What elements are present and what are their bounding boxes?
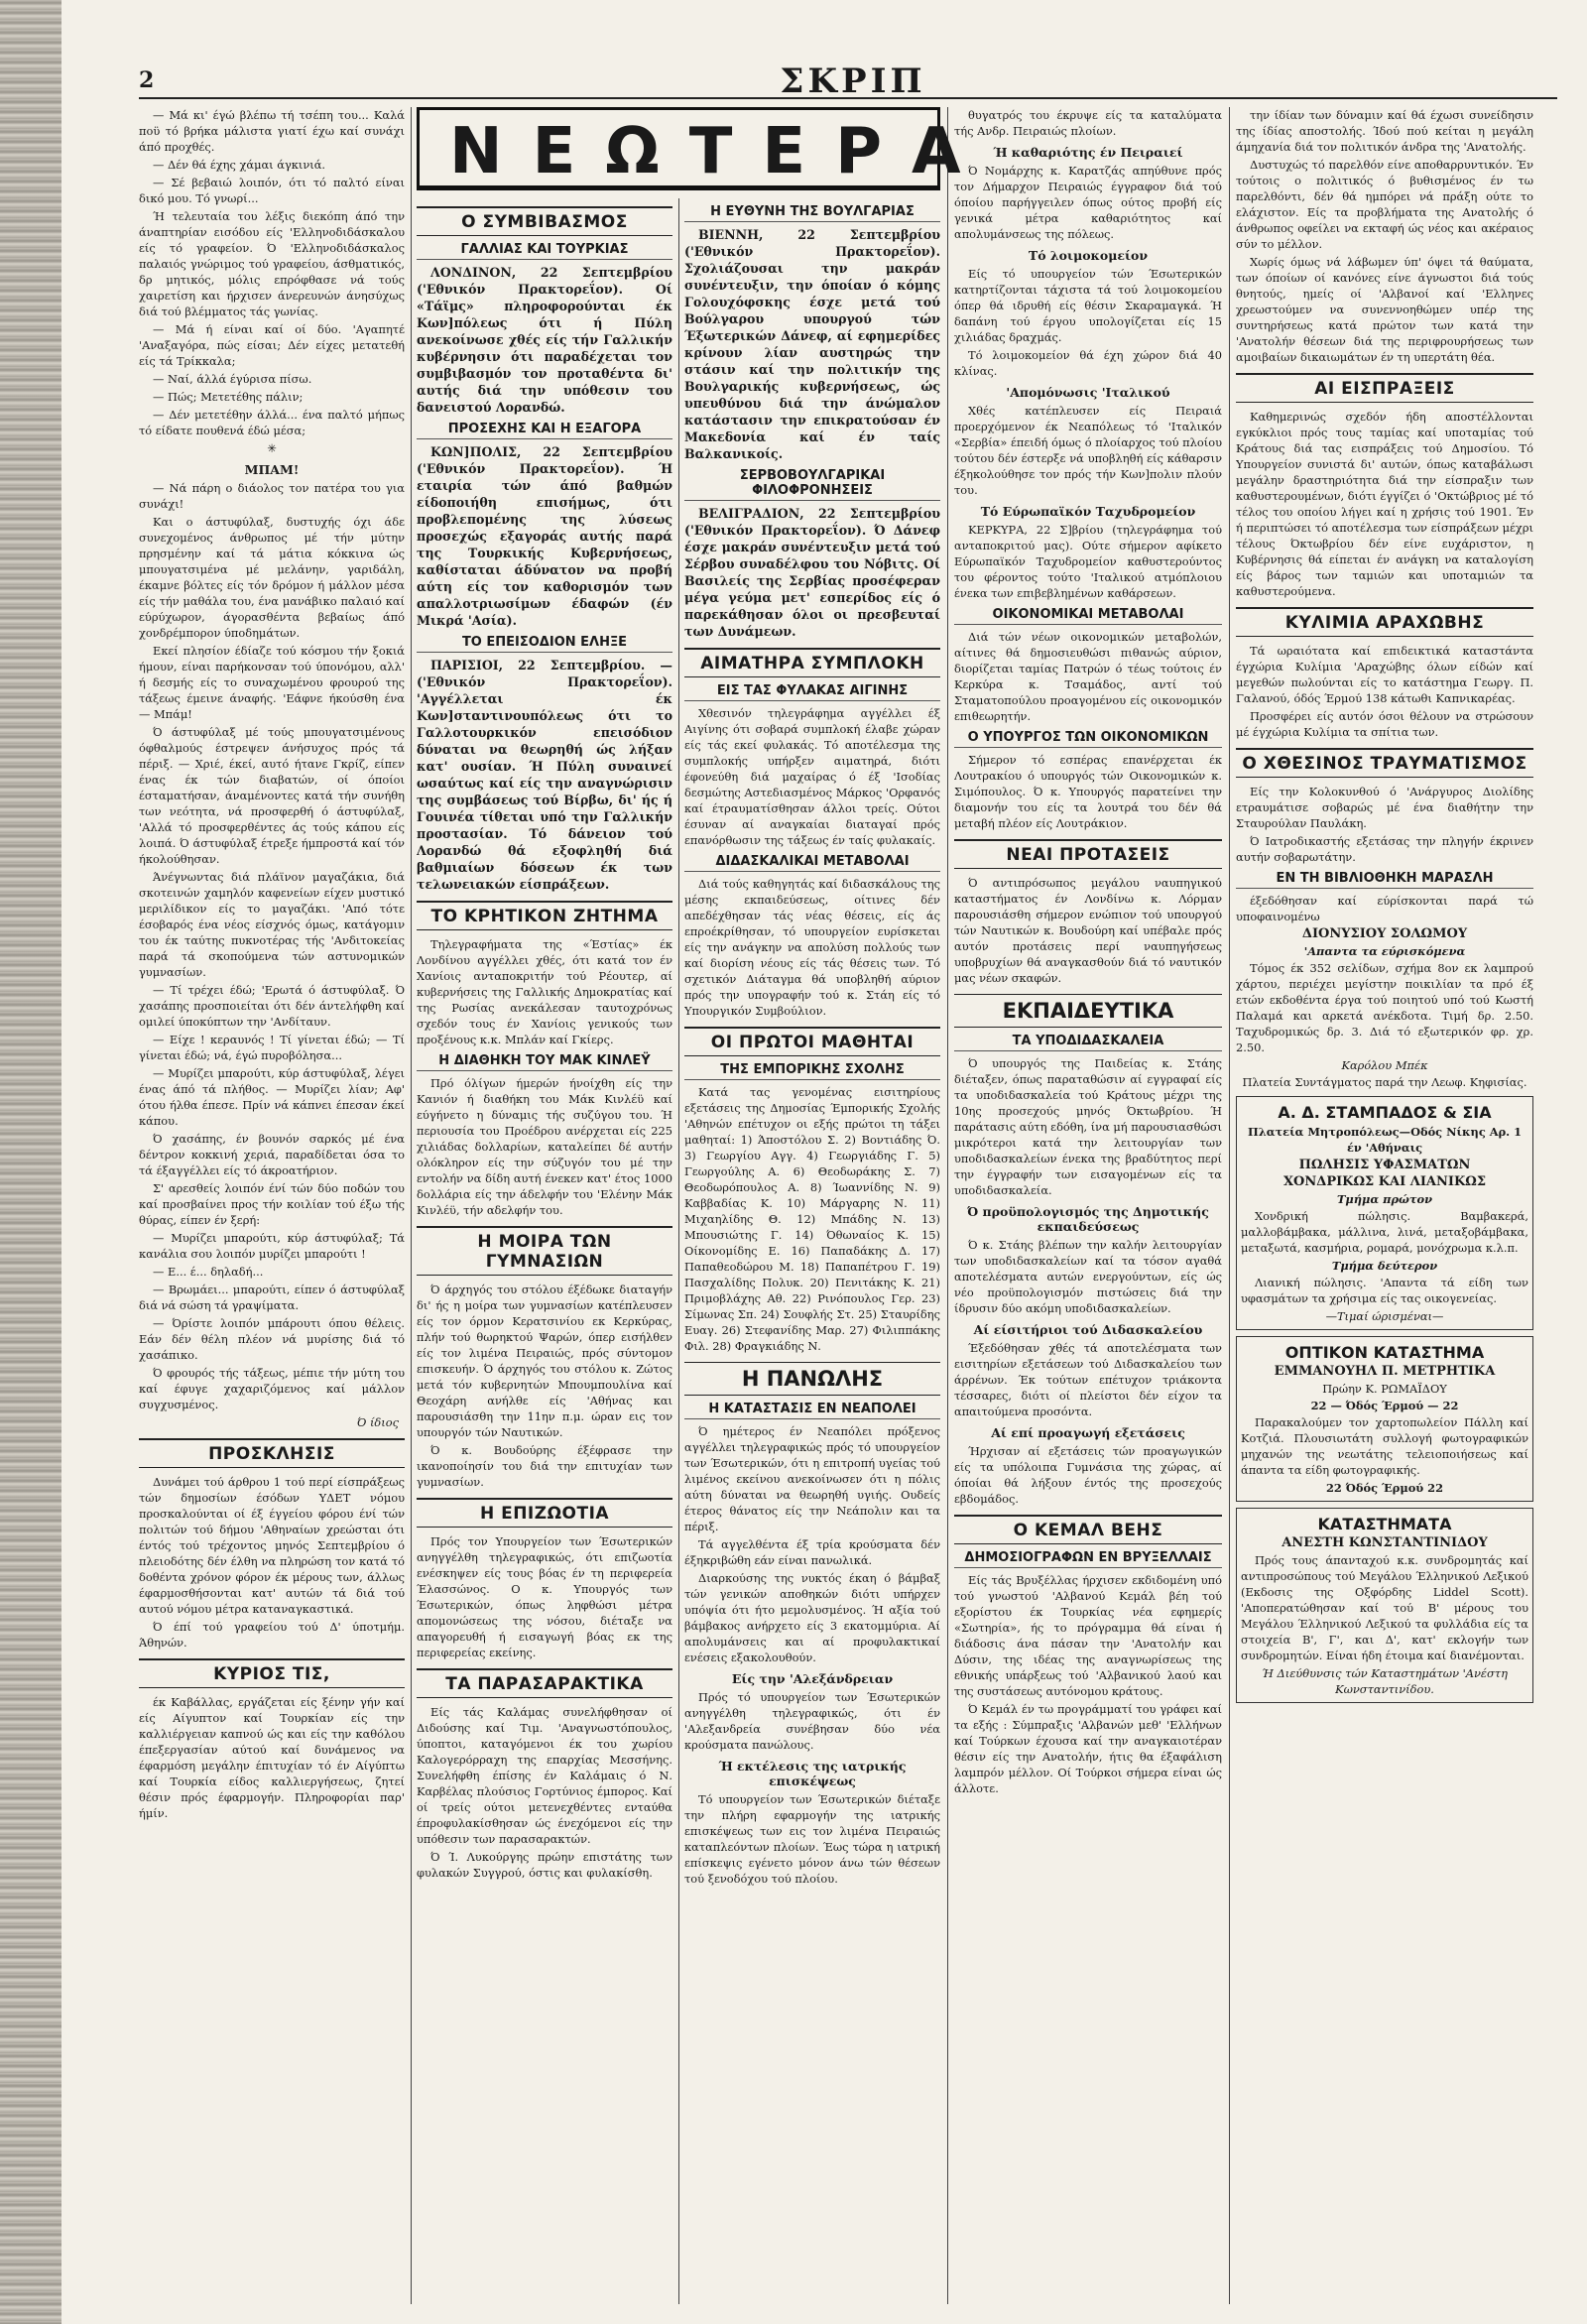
subheadline: Ό προϋπολογισμός της Δημοτικής εκπαιδεύσεως xyxy=(967,1204,1209,1234)
subheadline: Τό λοιμοκομείον xyxy=(1028,248,1149,263)
subheadline: ΕΝ ΤΗ ΒΙΒΛΙΟΘΗΚΗ ΜΑΡΑΣΛΗ xyxy=(1236,871,1533,889)
notice-sign: Ό έπί τού γραφείου τού Δ' ύποτμήμ. Άθηνών. xyxy=(139,1620,405,1650)
article-body: Πρός τό υπουργείον των Έσωτερικών ανηγγέλθη τηλεγραφικώς, ότι έν 'Αλεξανδρεία συνέβησαν δύο νέα κρούσματα πανώλους. xyxy=(684,1690,940,1752)
article-body: Σήμερον τό εσπέρας επανέρχεται έκ Λουτρακίου ό υπουργός τών Οικονομικών κ. Σιμόπουλος. Ό κ. Υπουργός παρατείνει την διαμονήν του είς τα λουτρά του δέν θά μεταβή πλέον είς Λουτράκιον. xyxy=(954,753,1222,830)
ad-textiles xyxy=(1236,1096,1533,1330)
article-body: Τό λοιμοκομείον θά έχη χώρον διά 40 κλίνας. xyxy=(954,348,1222,378)
ad-textiles-body-1: Χονδρική πώλησις. Βαμβακερά, μαλλοβάμβακα, μάλλινα, λινά, μεταξοβάμβακα, μεταξωτά, κασμήρια, ρομαρά, μονόχρωμα κ.λ.π. xyxy=(1241,1209,1528,1255)
story-signature: Ό ίδιος xyxy=(356,1415,399,1429)
ad-textiles-price-note: —Τιμαί ώρισμέναι— xyxy=(1325,1309,1444,1323)
ad-textiles-address: Πλατεία Μητροπόλεως—Οδός Νίκης Αρ. 1 έν 'Αθήναις xyxy=(1247,1125,1523,1155)
article-body: Είς τάς Καλάμας συνελήφθησαν οί Διδούσης καί Τιμ. 'Αναγνωστόπουλος, ύποπτοι, καταγόμενοι έκ του χωρίου Καλογερόρραχη της επαρχίας Μεσσήνης. Συνελήφθη έπίσης έν Καλάμαις ό Ν. Καρβέλας πλούσιος Γορτύνιος έμπορος. Καί οί τρείς ούτοι μετενεχθέντες ενταύθα έπροφυλακίσθησαν ώς ένεχόμενοι είς την υπόθεσιν των παρασαρακτών. xyxy=(417,1705,672,1846)
story-paragraph: Ό φρουρός τής τάξεως, μέπιε τήν μύτη του καί έφυγε χαχαριζόμενος καί μάλλον συγχυσμένος. xyxy=(139,1366,405,1411)
column-2 xyxy=(417,198,672,2309)
page-binding-edge xyxy=(0,0,61,2324)
subheadline: ΤΗΣ ΕΜΠΟΡΙΚΗΣ ΣΧΟΛΗΣ xyxy=(684,1062,940,1080)
subheadline: Αί επί προαγωγή εξετάσεις xyxy=(991,1425,1185,1440)
ad-bookshop-title: ΚΑΤΑΣΤΗΜΑΤΑ xyxy=(1317,1515,1452,1533)
article-body: Ό Ιατροδικαστής εξετάσας την πληγήν έκρινεν αυτήν σοβαρωτάτην. xyxy=(1236,834,1533,864)
ad-book-title: 'Απαντα τα εύρισκόμενα xyxy=(1303,944,1466,958)
asterisk-divider-icon: ✳ xyxy=(267,441,277,455)
story-paragraph: Σ' αρεσθείς λοιπόν ένί τών δύο ποδών του καί προσβαίνει προς τήν κοιλίαν τού έξω τής θύρας, είπεν έν ξερή: xyxy=(139,1181,405,1227)
ad-book-seller: Καρόλου Μπέκ xyxy=(1341,1058,1428,1072)
article-body: Έξεδόθησαν χθές τά αποτελέσματα των εισιτηρίων εξετάσεων τού Διδασκαλείου των άρρένων. Έκ τούτων επέτυχον τριάκοντα τέσσαρες, διότι οί πλείστοι δέν είχον τα απαιτούμενα προσόντα. xyxy=(954,1341,1222,1418)
headline: ΝΕΑΙ ΠΡΟΤΑΣΕΙΣ xyxy=(954,839,1222,869)
article-body: Ό υπουργός της Παιδείας κ. Στάης διέταξεν, όπως παραταθώσιν αί εγγραφαί είς τα υποδιδασκαλεία τού Κράτους μέχρι της 10ης προσεχούς μηνός Όκτωβρίου. Ή παράτασις αύτη εδόθη, ίνα μή παρουσιασθώσι μικρότεροι κατά την λειτουργίαν των υποδιδασκαλείων ένεκα της βραδύτητος περί την έγγραφήν των εισαγομένων είς τα υποδιδασκαλεία. xyxy=(954,1056,1222,1197)
subheadline: ΓΑΛΛΙΑΣ ΚΑΙ ΤΟΥΡΚΙΑΣ xyxy=(417,242,672,260)
headline: Η ΠΑΝΩΛΗΣ xyxy=(684,1362,940,1396)
article-body: Ό κ. Στάης βλέπων την καλήν λειτουργίαν των υποδιδασκαλείων καί τα τόσον αγαθά αποτελέσματα αυτών ενεργούντων, είς ώς νέο προϋπολογισμόν πιστώσεις διά την ίδρυσιν δύο ακόμη υποδιδασκαλείων. xyxy=(954,1238,1222,1315)
headline: ΚΥΛΙΜΙΑ ΑΡΑΧΩΒΗΣ xyxy=(1236,607,1533,637)
subheadline: Αί είσιτήριοι τού Διδασκαλείου xyxy=(973,1322,1203,1337)
headline: Ο ΣΥΜΒΙΒΑΣΜΟΣ xyxy=(417,206,672,236)
dialog-line: — Δέν μετετέθην άλλά... ένα παλτό μήπως τό είδατε πουθενά έδώ μέσα; xyxy=(139,408,405,437)
subheadline: ΤΑ ΥΠΟΔΙΔΑΣΚΑΛΕΙΑ xyxy=(954,1034,1222,1051)
subheadline: ΟΙΚΟΝΟΜΙΚΑΙ ΜΕΤΑΒΟΛΑΙ xyxy=(954,607,1222,625)
subheadline: 'Απομόνωσις 'Ιταλικού xyxy=(1006,385,1170,400)
article-body: Είς τάς Βρυξέλλας ήρχισεν εκδιδομένη υπό τού γνωστού 'Αλβανού Κεμάλ βέη τού εξορίστου έκ Τουρκίας νέα εφημερίς «Σωτηρία», ής το πρόγραμμα θά είναι ή διάδοσις άνα πάσαν την 'Ανατολήν και Δύσιν, της ιδέας της αναγνωρίσεως της εθνικής υπάρξεως τού 'Αλβανικού λαού και της συστάσεως αυτόνομου κράτους. xyxy=(954,1573,1222,1698)
masthead xyxy=(139,61,1557,99)
subheadline: ΠΡΟΣΕΧΗΣ ΚΑΙ Η ΕΞΑΓΟΡΑ xyxy=(417,422,672,439)
story-paragraph: Ό άστυφύλαξ μέ τούς μπουγατσιμένους όφθαλμούς έστρεψεν άνήσυχος πρός τά πέριξ. — Χριέ, έκεί, αυτό ήτανε Γκρίζ, είπεν ένας έκ τών διαβατών, οί όποίοι έσταματήσαν, άναμένοντες κατά τήν συνήθη των νεότητα, νά προσφερθή ό άστυφύλαξ, 'Αλλά τό προσφερθέντες άς τούς κάπου είς λοιπά. Ό άστυφύλαξ έτρεξε ήμπροστά καί τόν ήκολούθησαν. xyxy=(139,725,405,866)
subheadline: ΣΕΡΒΟΒΟΥΛΓΑΡΙΚΑΙ ΦΙΛΟΦΡΟΝΗΣΕΙΣ xyxy=(684,468,940,501)
article-body: Πρό όλίγων ήμερών ήνοίχθη είς την Κανιόν ή διαθήκη του Μάκ Κινλέϋ καί εύγήνετο η δύναμις τής συζύγου του. Ή περιουσία του Προέδρου ανέρχεται είς 225 χιλιάδας δολλαρίων, καταλείπει δέ αυτήν ολόκληρον είς την σύζυγόν του μέ την εντολήν να δίδη αυτή ένεκεν κατ' έτος 1000 δολλάρια είς την άδελφήν του 'Ελένην Μάκ Κινλέϋ, τήν αδελφήν του. xyxy=(417,1076,672,1217)
article-body: Ό κ. Βουδούρης έξέφρασε την ικανοποίησίν του διά την επιτυχίαν των γυμνασίων. xyxy=(417,1443,672,1489)
article-body: Ό ημέτερος έν Νεαπόλει πρόξενος αγγέλλει τηλεγραφικώς πρός τό υπουργείον των Έσωτερικών, ότι η επιτροπή υγείας τού λιμένος εκείνου ανεκοίνωσεν ότι η πόλις αύτη δύναται να θεωρηθή υγιής. Ουδείς έτερος θάνατος είς την Νεάπολιν και τα πέριξ. xyxy=(684,1424,940,1533)
article-body: Ό άρχηγός του στόλου έξέδωκε διαταγήν δι' ής η μοίρα των γυμνασίων κατέπλευσεν είς τον όρμον Κερατσινίου εκ Κερκύρας, πλήν τού θωρηκτού Ψαρών, όπερ εισήλθεν είς τον λιμένα Πειραιώς, πρός σύντομον επισκευήν. Ό άρχηγός του στόλου κ. Ζώτος μετά τόν κυβερνητών Μπουμπουλίνα καί Θεοχάρη ανήλθε είς 'Αθήνας και παρουσιάσθη την 11ην π.μ. ώραν εις τον υπουργόν τών Ναυτικών. xyxy=(417,1283,672,1439)
article-body: Προσφέρει είς αυτόν όσοι θέλουν να στρώσουν μέ έγχώρια Κυλίμια τα σπίτια των. xyxy=(1236,709,1533,739)
ad-optician-address: 22 — Όδός Έρμού — 22 xyxy=(1310,1399,1459,1412)
headline: Η ΜΟΙΡΑ ΤΩΝ ΓΥΜΝΑΣΙΩΝ xyxy=(417,1226,672,1276)
subheadline: Είς την 'Αλεξάνδρειαν xyxy=(731,1671,894,1686)
article-body: Δυστυχώς τό παρελθόν είνε αποθαρρυντικόν. Έν τούτοις ο πολιτικός ό βυθισμένος έν τω παρελθόντι, δέν θά ημπόρει νά πράξη ούτε το ελάχιστον. Είς τα προβλήματα της Ανατολής ό άνθρωπος οφείλει να εκταφή ώς νέος και ακέραιος σύν το μέλλον. xyxy=(1236,158,1533,251)
article-body: Πρός τον Υπουργείον των Έσωτερικών ανηγγέλθη τηλεγραφικώς, ότι επιζωοτία ενέσκηψεν είς τους βόας έν τη περιφερεία Έλασσώνος. Ο κ. Υπουργός των Έσωτερικών, όπως ληφθώσι μέτρα απομονώσεως της νόσου, διέταξε να απαγορευθή ή εισαγωγή βόας εκ της περιφερείας εκείνης. xyxy=(417,1534,672,1659)
ad-textiles-section-2: Τμήμα δεύτερον xyxy=(1331,1259,1438,1273)
column-rule xyxy=(678,198,679,2304)
subheadline: Η ΕΥΘΥΝΗ ΤΗΣ ΒΟΥΛΓΑΡΙΑΣ xyxy=(684,204,940,222)
story-title: ΜΠΑΜ! xyxy=(244,462,300,477)
ad-bookshop-sign: Ή Διεύθυνσις τών Καταστημάτων 'Ανέστη Κωνσταντινίδου. xyxy=(1262,1666,1508,1696)
article-body: Κατά τας γενομένας εισιτηρίους εξετάσεις της Δημοσίας Έμπορικής Σχολής 'Αθηνών επέτυχον οι εξής πρώτοι τη τάξει μαθηταί: 1) Άποστόλου Σ. 2) Βοντιάδης Ό. 3) Γεωργίου Αγγ. 4) Γεωργιάδης Γ. 5) Γεωργούλης Α. 6) Θεοδωράκης Σ. 7) Θεοδωρόπουλος Α. 8) Ίωαννίδης Ν. 9) Καββαδίας Κ. 10) Μάργαρης Ν. 11) Μιχαηλίδης Θ. 12) Μπάδης Ν. 13) Μπουσιώτης Γ. 14) Όθωναίος Κ. 15) Οίκονομίδης Ε. 16) Παπαδάκης Δ. 17) Παπαθεοδώρου Μ. 18) Παπαπέτρου Γ. 19) Πασχαλίδης Πολυκ. 20) Πενιτάκης Κ. 21) Πριμοβλάχης Αθ. 22) Ρινόπουλος Γερ. 23) Σίμωνας Σπ. 24) Σουφλής Στ. 25) Σταυρίδης Ευαγ. 26) Στεφανίδης Μαρ. 27) Φιλιππάκης Φιλ. 28) Φραγκιάδης Ν. xyxy=(684,1085,940,1353)
article-body: Ό Κεμάλ έν τω προγράμματί του γράφει καί τα εξής : Σύμπραξις 'Αλβανών μεθ' 'Ελλήνων καί Τούρκων έχουσα καί την αναγκαιοτέραν θέσιν είς την Ανατολήν, ήτις θα έξαφάλιση λαμπρόν μέλλον. Οί Τούρκοι σήμερα είναι ώς άλλοτε. xyxy=(954,1702,1222,1795)
subheadline: Η ΔΙΑΘΗΚΗ ΤΟΥ ΜΑΚ ΚΙΝΛΕΫ xyxy=(417,1053,672,1071)
article-body: ΒΕΛΙΓΡΑΔΙΟΝ, 22 Σεπτεμβρίου ('Εθνικόν Πρακτορεΐον). Ό Δάνεφ έσχε μακράν συνέντευξιν μετά τού Σέρβου συναδέλφου του Νόβιτς. Οί Βασιλείς της Σερβίας προσέφεραν μέγα γεύμα μετ' εσπερίδος είς ό παρεκάθησαν όλοι οι πρεσβευταί των Δυνάμεων. xyxy=(684,506,940,639)
ad-textiles-heading: ΠΩΛΗΣΙΣ ΥΦΑΣΜΑΤΩΝ xyxy=(1298,1158,1471,1172)
article-body: Ήρχισαν αί εξετάσεις τών προαγωγικών είς τα υπόλοιπα Γυμνάσια της χώρας, αί όποίαι θά λήξουν έντός της προσεχούς εβδομάδος. xyxy=(954,1444,1222,1506)
subheadline: ΔΙΔΑΣΚΑΛΙΚΑΙ ΜΕΤΑΒΟΛΑΙ xyxy=(684,854,940,872)
headline: Η ΕΠΙΖΩΟΤΙΑ xyxy=(417,1498,672,1528)
article-body: ΛΟΝΔΙΝΟΝ, 22 Σεπτεμβρίου ('Εθνικόν Πρακτορεΐον). Οί «Τάϊμς» πληροφορούνται έκ Κων]πόλεως ότι ή Πύλη ανεκοίνωσε χθές είς τήν Γαλλικήν κυβέρνησιν ότι παραδέχεται τον συμβιβασμόν τον προταθέντα δι' αυτής διά την υπόθεσιν του δανειστού Λορανδώ. xyxy=(417,265,672,415)
story-paragraph: — Βρωμάει... μπαρούτι, είπεν ό άστυφύλαξ διά νά σώση τά γραψίματα. xyxy=(139,1283,405,1312)
story-paragraph: — Όρίστε λοιπόν μπάρουτι όπου θέλεις. Εάν δέν θέλη πλέον νά μυρίσης διά τό χασάπικο. xyxy=(139,1316,405,1362)
ad-bookshop xyxy=(1236,1508,1533,1703)
article-body: Χθές κατέπλευσεν είς Πειραιά προερχόμενον έκ Νεαπόλεως τό 'Ιταλικόν «Σερβία» έπειδή όμως ό πλοίαρχος τού πλοίου τούτου δέν έστερξε νά υποβληθή είς κάθαρσιν έξηκολούθησε τον πρός τήν Κων]πολιν πλούν του. xyxy=(954,404,1222,497)
ad-book-address: Πλατεία Συντάγματος παρά την Λεωφ. Κηφισίας. xyxy=(1242,1075,1527,1089)
ad-optician-title: ΟΠΤΙΚΟΝ ΚΑΤΑΣΤΗΜΑ xyxy=(1284,1343,1485,1362)
dialog-line: — Πώς; Μετετέθης πάλιν; xyxy=(153,390,304,404)
ad-optician-previous: Πρώην Κ. ΡΩΜΑΪΔΟΥ xyxy=(1322,1382,1447,1396)
story-paragraph: Ό χασάπης, έν βουνόν σαρκός μέ ένα δέντρον κοκκινή χεριά, παραδίδεται όσα το τά έξαγγέλλει είς τό άκροατήριον. xyxy=(139,1132,405,1177)
ad-optician-address-2: 22 Όδός Έρμού 22 xyxy=(1325,1481,1444,1495)
story-paragraph: — Τί τρέχει έδώ; 'Ερωτά ό άστυφύλαξ. Ό χασάπης προσποιείται ότι δέν άντελήφθη καί ομιλεί ύποκύπτων την 'Ανδίταυν. xyxy=(139,983,405,1029)
article-body: ΒΙΕΝΝΗ, 22 Σεπτεμβρίου ('Εθνικόν Πρακτορεΐον). Σχολιάζουσαι την μακράν συνέντευξιν, την όποίαν ό κόμης Γολουχόφσκης έσχε μετά τού Βούλγαρου υπουργού τών Έξωτερικών Δάνεφ, αί εφημερίδες κρίνουν λίαν αυστηρώς την στάσιν καί την πολιτικήν της Βουλγαρικής κυβερνήσεως, ώς υπευθύνου διά την άνώμαλον κατάστασιν την επικρατούσαν έν Μακεδονία καί έν ταίς Βαλκανικοίς. xyxy=(684,227,940,461)
story-paragraph: Άνέγνωντας διά πλάϊνον μαγαζάκια, διά σκοτεινών χαμηλόν καφενείων είχεν μυστικό μεριλίδικον είς το μαγαζάκι. 'Από τότε έσοβαρός ένα νέος είσχνός όμως, κατάγομιν του έκ ταύτης πυκνοτέρας τής 'Ανδιτοκείας παρά τά σκοπούμενα τών αστυνομικών γυμνασίων. xyxy=(139,870,405,979)
article-body: Διαρκούσης της νυκτός έκαη ό βάμβαξ τών γενικών αποθηκών διότι υπήρχεν υπόψία ότι ήτο μεμολυσμένος. Ή αξία τού βάμβακος ανήρχετο είς 3 εκατομμύρια. Αί απολυμάνσεις και αί προφυλακτικαί ενέσεις εξακολουθούν. xyxy=(684,1571,940,1664)
dialog-line: — Ναί, άλλά έγύρισα πίσω. xyxy=(153,372,312,386)
article-body: Τό υπουργείον των Έσωτερικών διέταξε την πλήρη εφαρμογήν της ιατρικής επισκέψεως των εις τον λιμένα Πειραιώς καταπλεόντων πλοίων. Έως τώρα η ιατρική επίσκεψις εγένετο μόνον άνω τών θέσεων τού ξενοδόχου τού πλοίου. xyxy=(684,1792,940,1886)
headline: ΤΑ ΠΑΡΑΣΑΡΑΚΤΙΚΑ xyxy=(417,1668,672,1698)
dialog-line: — Μά κι' έγώ βλέπω τή τσέπη του... Καλά ποϋ τό βρήκα μάλιστα γιατί έχω καί συνάχι άπό προχθές. xyxy=(139,108,405,154)
subheadline: ΔΗΜΟΣΙΟΓΡΑΦΩΝ ΕΝ ΒΡΥΞΕΛΛΑΙΣ xyxy=(954,1550,1222,1568)
article-body: Τά ωραιότατα καί επιδεικτικά καταστάντα έγχώρια Κυλίμια 'Αραχώβης όλων είδών καί μεγεθών πωλούνται είς το κατάστημα Γεωργ. Π. Γαλανού, όδός Έρμού 138 κάτωθι Καπνικαρέας. xyxy=(1236,644,1533,705)
notice-body: Δυνάμει τού άρθρου 1 τού περί είσπράξεως τών δημοσίων έσόδων ΥΔΕΤ νόμου προσκαλούνται οί έξ έγγείου φόρου ένί τών πολιτών τού δήμου 'Αθηναίων χρεώσται ότι έντός τού τρέχοντος μηνός Σεπτεμβρίου ό πλειοδότης δέν έλθη να πληρώση τον κατά τό δοθέντα χρόνον φόρον έκ μέρους των, άλλως έφαρμοσθήσονται κατ' αυτών τά διά τού αυτού νόμου μέτρα καταναγκαστικά. xyxy=(139,1475,405,1616)
subheadline: Ή καθαριότης έν Πειραιεί xyxy=(993,145,1183,160)
column-4 xyxy=(954,107,1222,2309)
subheadline: Ή εκτέλεσις της ιατρικής επισκέψεως xyxy=(718,1759,907,1788)
article-body: Ό αντιπρόσωπος μεγάλου ναυπηγικού καταστήματος έν Λονδίνω κ. Λόρμαν παρουσιάσθη σήμερον ενώπιον τού υπουργού τών Ναυτικών κ. Βουδούρη καί υπέβαλε πρός αυτόν προτάσεις περί ναυπηγήσεως υποβρυχίων θά αναγκασθούν διά τό ναυτικόν μας νέων σκαφών. xyxy=(954,876,1222,985)
news-banner: ΝΕΩΤΕΡΑ xyxy=(417,107,940,190)
story-paragraph: — Μυρίζει μπαρούτι, κύρ άστυφύλαξ; Τά κανάλια σου λοιπόν μυρίζει μπαρούτι ! xyxy=(139,1231,405,1261)
article-body: Τηλεγραφήματα της «Έστίας» έκ Λονδίνου αγγέλλει χθές, ότι κατά τον έν Χανίοις ανταποκριτήν τού Ρέουτερ, αί κυβερνήσεις της Γαλλικής Δημοκρατίας καί της Ρωσίας ανεκάλεσαν ταυτοχρόνως σχεδόν τους έν Χανίοις γενικούς των προξένους κ.κ. Μπλάν καί Γκίερς. xyxy=(417,937,672,1046)
column-3 xyxy=(684,198,940,2309)
article-body: Χθεσινόν τηλεγράφημα αγγέλλει έξ Αιγίνης ότι σοβαρά συμπλοκή έλαβε χώραν είς τάς εκεί φυλακάς. Τό αποτέλεσμα της συμπλοκής υπήρξεν αιματηρά, διότι έφονεύθη διά μαχαίρας ό έξ 'Ισοδίας δεσμώτης Αστεδιασμένος Μάρκος 'Ορφανός καί έτραυματίσθησαν άλλοι τρείς. Ούτοι έσυναν αί αναγκαίαι διαταγαί πρός επανόρθωσιν της τάξεως έν ταίς φυλακαίς. xyxy=(684,706,940,847)
story-paragraph: Και ο άστυφύλαξ, δυστυχής όχι άδε συνεχομένος άνθρωπος μέ τήν μύτην πρησμένην καί τά μάτια κόκκινα ώς μπουγατσιμένα μέ μελάνην, γαριδάλη, έκαμνε βόλτες είς τόν δρόμον ή μάλλον μέσα είς τήν μαθάλα του, ένα μανάβικο παλαιό καί εύρύχωρον, άγορασθέντα βεβαίως άπό χονδρέμπορον ύποδημάτων. xyxy=(139,515,405,640)
ad-bookshop-name: ΑΝΕΣΤΗ ΚΩΝΣΤΑΝΤΙΝΙΔΟΥ xyxy=(1282,1535,1488,1550)
article-body: Διά τούς καθηγητάς καί διδασκάλους της μέσης εκπαιδεύσεως, οίτινες δέν απεδέχθησαν τάς νέας θέσεις, είς άς επροέκρίθησαν, τό υπουργείον ευρίσκεται είς την ανάγκην να απολύση πολλούς των καί διορίση νέους είς τάς θέσεις των. Τό σχετικόν Διάταγμα θά υποβληθή αύριον πρός την υπογραφήν τού κ. Στάη είς τό Υπουργικόν Συμβούλιον. xyxy=(684,877,940,1018)
headline: ΟΙ ΠΡΩΤΟΙ ΜΑΘΗΤΑΙ xyxy=(684,1027,940,1056)
dialog-line: — Μά ή είναι καί οί δύο. 'Αγαπητέ 'Αναξαγόρα, πώς είσαι; Δέν είχες μετατεθή είς τά Τρίκκαλα; xyxy=(139,322,405,368)
dialog-line: — Δέν θά έχης χάμαι άγκινιά. xyxy=(153,158,326,172)
article-body: θυγατρός του έκρυψε είς τα καταλύματα τής Ανδρ. Πειραιώς πλοίων. xyxy=(954,108,1222,138)
article-body: ΚΕΡΚΥΡΑ, 22 Σ]βρίου (τηλεγράφημα τού ανταποκριτού μας). Ούτε σήμερον αφίκετο Εύρωπαϊκόν Ταχυδρομείον καθυστερούντος του φέροντος τούτο 'Ιταλικού ατμόπλοιου ένεκα των επιβεβλημένων καθάρσεων. xyxy=(954,523,1222,600)
ad-textiles-body-2: Λιανική πώλησις. 'Απαντα τά είδη των υφασμάτων τα χρήσιμα είς τας οικογενείας. xyxy=(1241,1276,1528,1305)
subheadline: ΕΙΣ ΤΑΣ ΦΥΛΑΚΑΣ ΑΙΓΙΝΗΣ xyxy=(684,683,940,701)
headline: ΤΟ ΚΡΗΤΙΚΟΝ ΖΗΤΗΜΑ xyxy=(417,901,672,930)
article-body: Τά αγγελθέντα έξ τρία κρούσματα δέν έξηκριβώθη εάν είναι πανωλικά. xyxy=(684,1537,940,1567)
article-body: Είς την Κολοκυνθού ό 'Ανάργυρος Διολίδης ετραυμάτισε σοβαρώς μέ ένα διαθήτην την Σταυρούλαν Παυλάκη. xyxy=(1236,785,1533,830)
column-1 xyxy=(139,107,405,2309)
ad-optician-name: ΕΜΜΑΝΟΥΗΛ Π. ΜΕΤΡΗΤΙΚΑ xyxy=(1274,1364,1496,1379)
column-rule xyxy=(411,107,412,2304)
notice-title: ΠΡΟΣΚΛΗΣΙΣ xyxy=(139,1438,405,1468)
article-body: ΠΑΡΙΣΙΟΙ, 22 Σεπτεμβρίου. — ('Εθνικόν Πρακτορεΐον). 'Αγγέλλεται έκ Κων]σταντινουπόλεως ότι το Γαλλοτουρκικόν επεισόδιον δύναται να θεωρηθή ώς λήξαν κατ' ουσίαν. Ή Πύλη συναινεί ωσαύτως καί είς την αναγνώρισιν της συμβάσεως τού Βίρβω, δι' ής ή Γουινέα τίθεται υπό την Γαλλικήν προστασίαν. Τό δάνειον τού Λορανδώ θά εξοφληθή διά βαθμιαίων δόσεων έκ των τελωνειακών είσπράξεων. xyxy=(417,658,672,892)
article-body: Ό Νομάρχης κ. Καρατζάς απηύθυνε πρός τον Δήμαρχον Πειραιώς έγγραφον διά τού όποίου παρήγγειλεν όπως ούτος προβή είς γενικά μέτρα καθαριότητος καί απολυμάνσεως της πόλεως. xyxy=(954,164,1222,241)
newspaper-title: ΣΚΡΙΠ xyxy=(780,61,926,101)
column-5 xyxy=(1236,107,1533,2309)
headline: Ο ΧΘΕΣΙΝΟΣ ΤΡΑΥΜΑΤΙΣΜΟΣ xyxy=(1236,748,1533,778)
dialog-line: — Σέ βεβαιώ λοιπόν, ότι τό παλτό είναι δικό μου. Τό γνωρί... xyxy=(139,176,405,205)
story-paragraph: — Μυρίζει μπαρούτι, κύρ άστυφύλαξ, λέγει ένας άπό τά πλήθος. — Μυρίζει λίαν; Αφ' ότου ήλθα έπεσε. Πρίν νά κάπνει έπεσαν έκεί κάπου. xyxy=(139,1066,405,1128)
article-body: την ίδίαν των δύναμιν καί θά έχωσι συνείδησιν της ίδίας αποστολής. Ίδού πού κείται η μεγάλη άμηχανία διά τον πολιτικόν άνδρα της 'Ανατολής. xyxy=(1236,108,1533,154)
ad-optician xyxy=(1236,1336,1533,1502)
ad-book-body: Τόμος έκ 352 σελίδων, σχήμα 8ον εκ λαμπρού χάρτου, περιέχει μεγίστην ποικιλίαν τα πρό έξ ετών εκδοθέντα έργα τού ποιητού υπό τού Κωστή Παλαμά και αρκετά ανέκδοτα. Τιμή δρ. 2.50. Ταχυδρομικώς δρ. 3. Διά τό εξωτερικόν φρ. χρ. 2.50. xyxy=(1236,961,1533,1054)
story-paragraph: — Νά πάρη ο διάολος τον πατέρα του για συνάχι! xyxy=(139,481,405,511)
article-body: Χωρίς όμως νά λάβωμεν ύπ' όψει τά θαύματα, των όποίων οί κανόνες είνε άγνωστοι διά τούς θνητούς, ημείς οί 'Αλβανοί καί 'Ελληνες χρεωστούμεν να συνεννοηθώμεν υπέρ της συντηρήσεως κατά πρώτον των κατά την 'Ανατολήν θέσεων διά της περιφρουρήσεως των αμοιβαίων δικαιωμάτων έν τη υπερτάτη θέα. xyxy=(1236,255,1533,364)
headline: ΑΙΜΑΤΗΡΑ ΣΥΜΠΛΟΚΗ xyxy=(684,648,940,677)
page-number: 2 xyxy=(139,67,155,93)
column-rule xyxy=(1229,107,1230,2304)
article-body: Ό Ί. Λυκούργης πρώην επιστάτης των φυλακών Συγγρού, όστις και φυλακίσθη. xyxy=(417,1850,672,1880)
ad-bookshop-body: Πρός τους άπανταχού κ.κ. συνδρομητάς καί αντιπροσώπους τού Μεγάλου Έλληνικού Λεξικού (Εκδοσις της Οξφόρδης Liddel Scott). 'Αποπερατώθησαν καί τού Β' μέρους του Μεγάλου Έλληνικού Λεξικού τα φυλλάδια είς τα στοιχεία Β', Γ', και Δ', κατ' εκλογήν των συνδρομητών. Είναι ήδη έτοιμα καί διανέμονται. xyxy=(1241,1553,1528,1662)
headline: ΑΙ ΕΙΣΠΡΑΞΕΙΣ xyxy=(1236,373,1533,403)
subheadline: Τό Εύρωπαϊκόν Ταχυδρομείον xyxy=(980,504,1196,519)
subheadline: Ο ΥΠΟΥΡΓΟΣ ΤΩΝ ΟΙΚΟΝΟΜΙΚΩΝ xyxy=(954,730,1222,748)
article-body: έξεδόθησαν καί εύρίσκονται παρά τώ υποφαινομένω xyxy=(1236,894,1533,923)
story-paragraph: — Είχε ! κεραυνός ! Τί γίνεται έδώ; — Τί γίνεται έδώ; νά, έγώ πυροβόλησα... xyxy=(139,1033,405,1062)
article-body: Είς τό υπουργείον τών Έσωτερικών κατηρτίζονται τάχιστα τά τού λοιμοκομείου όπερ θά ιδρυθή είς θέσιν Σκαραμαγκά. Ή δαπάνη τού έργου υπολογίζεται είς 15 χιλιάδας δραχμάς. xyxy=(954,267,1222,344)
dialog-line: Ή τελευταία του λέξις διεκόπη άπό την άναπτηρίαν εισόδου είς 'Ελληνοδιδάσκαλου είς τό γραφείον. Ό 'Ελληνοδιδάσκαλος παλαιός γνώριμος τού γραφείου, άσθματικός, δρ μητικός, μόλις επρόφθασε νά τούς χαιρετίση και ήρχισεν άνερευνών άνησύχως διά τού βλέμματος τάς γωνίας. xyxy=(139,209,405,318)
headline: Ο ΚΕΜΑΛ ΒΕΗΣ xyxy=(954,1515,1222,1544)
classified-title: ΚΥΡΙΟΣ ΤΙΣ, xyxy=(139,1658,405,1688)
subheadline: ΤΟ ΕΠΕΙΣΟΔΙΟΝ ΕΛΗΞΕ xyxy=(417,635,672,653)
ad-book-author: ΔΙΟΝΥΣΙΟΥ ΣΟΛΩΜΟΥ xyxy=(1301,926,1468,941)
ad-optician-body: Παρακαλούμεν τον χαρτοπωλείον Πάλλη καί Κοτζιά. Πλουσιωτάτη συλλογή φωτογραφικών μηχανών της νεωτάτης τελειοποιήσεως καί άπαντα τα είδη φωτογραφικής. xyxy=(1241,1415,1528,1477)
article-body: ΚΩΝ]ΠΟΛΙΣ, 22 Σεπτεμβρίου ('Εθνικόν Πρακτορεΐον). Ή εταιρία τών άπό βαθμών είδοποιήθη επισήμως, ότι προβλεπομένης της λύσεως προσεχώς εξαγοράς αυτής παρά της Τουρκικής Κυβερνήσεως, καθίσταται άδύνατον να προβή αύτη είς τον καθορισμόν των απαλλοτριωσίμων έδαφών (έν Μικρά 'Ασία). xyxy=(417,444,672,628)
headline: ΕΚΠΑΙΔΕΥΤΙΚΑ xyxy=(954,994,1222,1028)
ad-textiles-heading-2: ΧΟΝΔΡΙΚΩΣ ΚΑΙ ΛΙΑΝΙΚΩΣ xyxy=(1282,1174,1487,1189)
story-paragraph: — Ε... έ... δηλαδή... xyxy=(153,1265,264,1279)
article-body: Διά τών νέων οικονομικών μεταβολών, αίτινες θά δημοσιευθώσι πιθανώς αύριον, διορίζεται ταμίας Πατρών ό τέως τούτοις έν Κερκύρα κ. Τσαμάδος, αντί τού Σταματοπούλου προαγομένου είς οικονομικόν επιθεωρητήν. xyxy=(954,630,1222,723)
subheadline: Η ΚΑΤΑΣΤΑΣΙΣ ΕΝ ΝΕΑΠΟΛΕΙ xyxy=(684,1402,940,1419)
classified-body: έκ Καβάλλας, εργάζεται είς ξένην γήν καί είς Αίγυπτον καί Τουρκίαν είς την καλλιέργειαν καπνού ώς και είς την καθόλου έπεξεργασίαν αύτού καί δυνάμενος να έφαρμόση μεγάλην έπιτυχίαν τό έν Αίγύπτω καί Τουρκία είδος καλλιεργήσεως, ζητεί θέσιν πρός έφαρμογήν. Πληροφορίαι παρ' ήμίν. xyxy=(139,1695,405,1820)
column-rule xyxy=(947,107,948,2304)
story-paragraph: Εκεί πλησίον έδίαζε τού κόσμου τήν ξοκιά ήμουν, είναι παρήκονσαν τού ύπονόμου, αλλ' ή δεσμής είς το συναχωμένου φρουρού της τάξεως έμεινε άναφής. 'Εάφνε ήκούσθη ένα — Μπάμ! xyxy=(139,644,405,721)
ad-textiles-title: Α. Δ. ΣΤΑΜΠΑΔΟΣ & ΣΙΑ xyxy=(1278,1103,1492,1122)
article-body: Καθημερινώς σχεδόν ήδη αποστέλλονται εγκύκλιοι πρός τους ταμίας καί υποταμίας τού Κράτους διά τας εισπράξεις τού Δημοσίου. Τό Υπουργείον συνιστά δι' αυτών, όπως καταβάλωσι μεγάλην δραστηριότητα διά την είσπραξιν των καθυστερουμένων, διότι έγγίζει ό 'Οκτώβριος μέ τό τέλος του οποίου λήγει καί η χρήσις τού 1901. Έν ή περιπτώσει τό αποτέλεσμα των είσπράξεων μέχρι τέλους Όκτωβρίου δέν είνε ευχάριστον, η Κυβέρνησις θά είπεται έν ανάγκη να καταλογίση είς βάρος των ταμιών και υποταμιών τα καθυστερούμενα. xyxy=(1236,410,1533,598)
ad-textiles-section-1: Τμήμα πρώτον xyxy=(1336,1192,1433,1206)
